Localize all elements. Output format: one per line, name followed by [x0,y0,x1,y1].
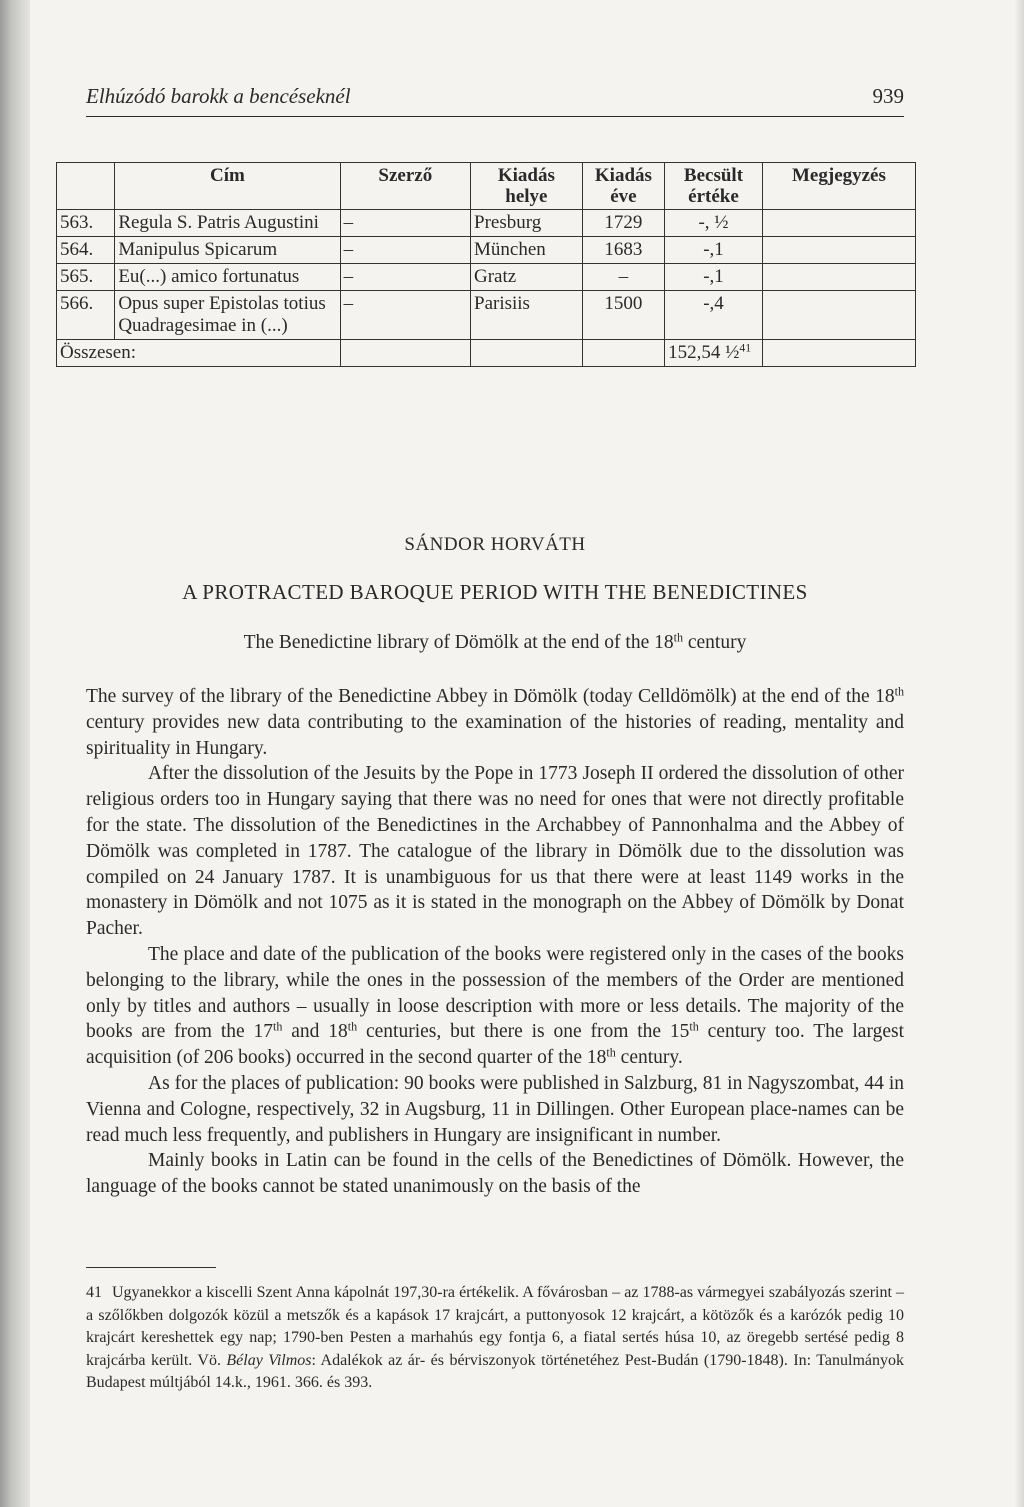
footnote-41 [86,1282,904,1395]
table-total-row [57,340,916,367]
total-label: Összesen: [57,340,341,367]
book-spine-shadow [0,0,30,1507]
row-year: 1500 [582,291,664,340]
page-number: 939 [872,84,904,108]
running-title: Elhúzódó barokk a bencéseknél [86,84,351,108]
header-rule [86,116,904,117]
row-place: Parisiis [471,291,583,340]
paragraph-5: Mainly books in Latin can be found in the cells of the Benedictines of Dömölk. However, the language of the books cannot be stated unanimously on the basis of the [86,1150,904,1198]
row-note [762,291,915,340]
footnote-number: 41 [86,1284,102,1301]
p3-sup-2: th [347,1019,358,1034]
row-number: 563. [57,210,115,237]
row-title: Manipulus Spicarum [115,237,340,264]
row-year: 1683 [582,237,664,264]
header-value-line2: értéke [688,186,739,207]
p3-text-d: century too. The largest acquisition (of 206 books) occurred in the second quarter of the 18 [86,1021,905,1069]
footnote-text-b: : Adalékok az ár- és bérviszonyok történetéhez Pest-Budán (1790-1848). In: Tanulmányok Budapest múltjából 14.k., 1961. 366. és 393. [86,1351,904,1391]
footnote-author: Bélay Vilmos [226,1351,312,1369]
footnote-text-a: Ugyanekkor a kiscelli Szent Anna kápolnát 197,30-ra értékelik. A fővárosban – az 1788-as vármegyei szabályozás szerint – a szőlőkben dolgozók közül a metszők és a kapások 17 krajcárt, a puttonyosok 12 krajcárt, a kötözők és a karózók pedig 10 krajcárt kereshettek egy nap; 1790-ben Pesten a marhahús egy fontja 6, a fiatal sertés húsa 10, az öregebb sertésé pedig 8 krajcárba került. Vö. [86,1284,904,1369]
p1-text-a: The survey of the library of the Benedictine Abbey in Dömölk (today Celldömölk) at the end of the 18 [86,686,895,707]
header-number [57,163,115,210]
row-title: Regula S. Patris Augustini [115,210,340,237]
footnote-ref: 41 [739,341,752,355]
p3-sup-3: th [689,1019,699,1034]
footnote-rule [86,1267,216,1268]
total-value [665,340,763,367]
paragraph-2: After the dissolution of the Jesuits by the Pope in 1773 Joseph II ordered the dissolution of other religious orders too in Hungary saying that there was no need for ones that were not directly profitable for the state. The dissolution of the Benedictines in the Archabbey of Pannonhalma and the Abbey of Dömölk was completed in 1787. The catalogue of the library in Dömölk due to the dissolution was compiled on 24 January 1787. It is unambiguous for us that there were at least 1149 works in the monastery in Dömölk and not 1075 as it is stated in the monograph on the Abbey of Dömölk by Donat Pacher. [86,763,904,940]
row-year: 1729 [582,210,664,237]
article-author: SÁNDOR HORVÁTH [404,534,586,555]
row-author: – [340,237,470,264]
header-note: Megjegyzés [762,163,915,210]
row-value: -,4 [665,291,763,340]
row-place: München [471,237,583,264]
header-title: Cím [115,163,340,210]
table-row [57,210,916,237]
paragraph-4: As for the places of publication: 90 books were published in Salzburg, 81 in Nagyszombat, 44 in Vienna and Cologne, respectively, 32 in Augsburg, 11 in Dillingen. Other European place-names can be read much less frequently, and publishers in Hungary are insignificant in number. [86,1072,904,1146]
header-value-line1: Becsült [683,165,744,186]
header-place [471,163,583,210]
row-note [762,210,915,237]
subtitle-text-end: century [683,632,747,653]
row-number: 564. [57,237,115,264]
total-author-empty [340,340,470,367]
header-year-line1: Kiadás [594,165,652,186]
running-header [86,84,904,109]
header-place-line2: helye [505,186,548,207]
p3-sup-4: th [606,1045,616,1060]
total-note-empty [762,340,915,367]
row-year: – [582,264,664,291]
row-value: -, ½ [665,210,763,237]
header-year [582,163,664,210]
header-value [665,163,763,210]
article-subtitle [86,632,904,654]
header-year-line2: éve [610,186,637,207]
paragraph-3 [86,942,904,1071]
row-title: Opus super Epistolas totius Quadragesimae in (...) [115,291,340,340]
subtitle-text: The Benedictine library of Dömölk at the end of the 18 [243,632,674,653]
total-place-empty [471,340,583,367]
row-author: – [340,291,470,340]
header-place-line1: Kiadás [497,165,555,186]
total-value-text: 152,54 ½ [668,342,740,363]
page-edge-shadow [1014,0,1024,1507]
row-note [762,237,915,264]
article-title: A PROTRACTED BAROQUE PERIOD WITH THE BENEDICTINES [182,580,808,604]
row-number: 565. [57,264,115,291]
p3-sup-1: th [272,1019,283,1034]
row-author: – [340,210,470,237]
table-row [57,237,916,264]
article-body [86,684,904,1200]
p3-text-e: century. [615,1047,683,1069]
row-value: -,1 [665,237,763,264]
p3-text-a: The place and date of the publication of the books were registered only in the cases of the books belonging to the library, while the ones in the possession of the members of the Order are mentioned only by titles and authors – usually in loose description with more or less details. The majority of the books are from the 17 [86,943,904,1043]
total-year-empty [582,340,664,367]
table-row [57,291,916,340]
p1-text-b: century provides new data contributing to the examination of the histories of reading, mentality and spirituality in Hungary. [86,711,904,759]
table-row [57,264,916,291]
p3-text-c: centuries, but there is one from the 15 [357,1021,690,1043]
row-title: Eu(...) amico fortunatus [115,264,340,291]
inventory-table [56,162,916,367]
header-author: Szerző [340,163,470,210]
p3-text-b: and 18 [282,1021,348,1043]
paragraph-1 [86,684,904,761]
row-note [762,264,915,291]
table-header-row [57,163,916,210]
row-value: -,1 [665,264,763,291]
row-place: Gratz [471,264,583,291]
p1-sup: th [894,684,904,699]
row-place: Presburg [471,210,583,237]
row-number: 566. [57,291,115,340]
row-author: – [340,264,470,291]
subtitle-sup: th [673,630,683,645]
